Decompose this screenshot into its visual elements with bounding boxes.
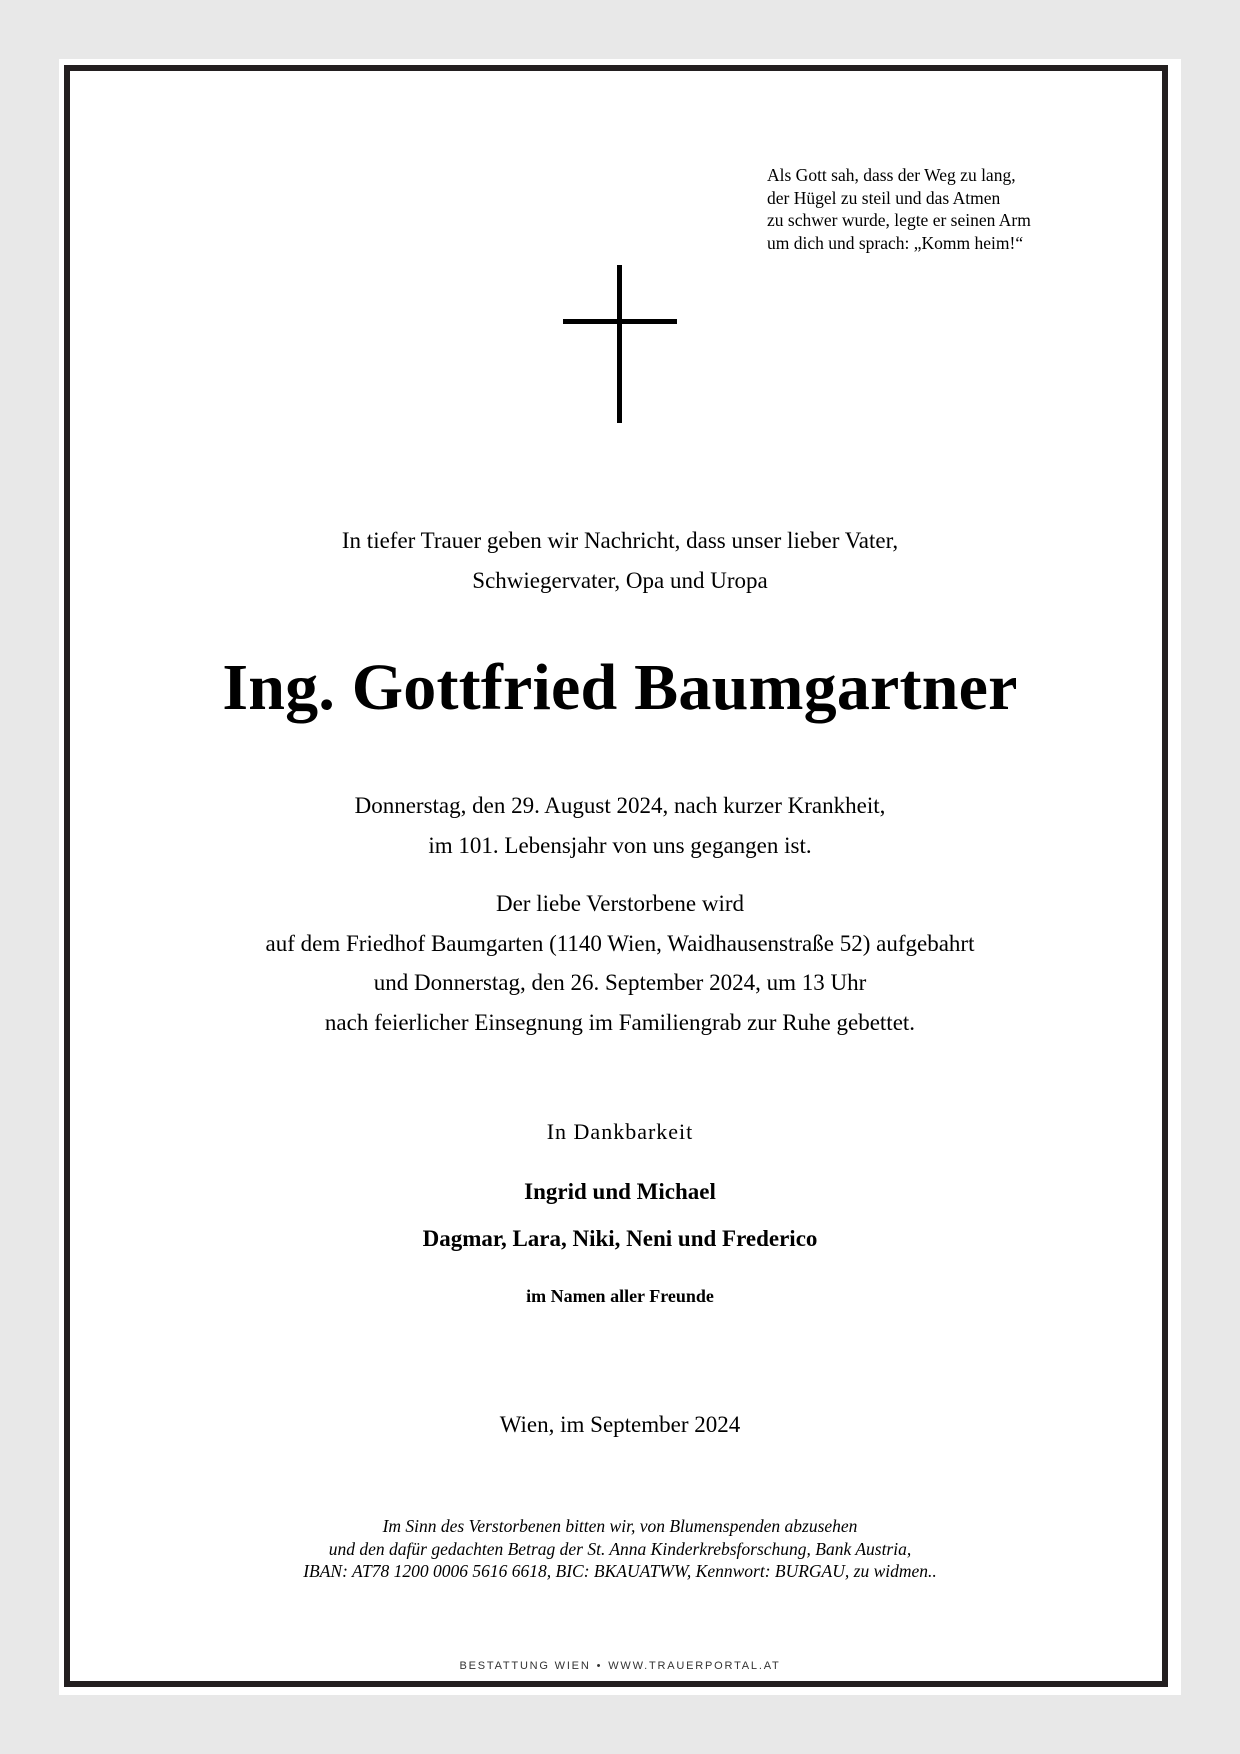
cross-vertical-bar [617, 265, 622, 423]
cross-icon [563, 265, 677, 423]
mourner-line: Ingrid und Michael [524, 1179, 716, 1204]
cross-horizontal-bar [563, 319, 677, 324]
burial-notice [64, 884, 1176, 1042]
burial-line: Der liebe Verstorbene wird [495, 891, 744, 916]
footer-website-link[interactable]: WWW.TRAUERPORTAL.AT [608, 1660, 781, 1672]
death-notice [64, 786, 1176, 865]
gratitude-heading: In Dankbarkeit [546, 1119, 694, 1144]
burial-line: nach feierlicher Einsegnung im Familiengrab zur Ruhe gebettet. [324, 1009, 916, 1035]
footer-company: BESTATTUNG WIEN [459, 1660, 591, 1672]
death-line: Donnerstag, den 29. August 2024, nach kurzer Krankheit, [354, 793, 886, 818]
poem-line: der Hügel zu steil und das Atmen [767, 187, 1001, 208]
donation-line: IBAN: AT78 1200 0006 5616 6618, BIC: BKAUATWW, Kennwort: BURGAU, zu widmen.. [303, 1561, 937, 1582]
poem [767, 164, 1087, 254]
poem-line: um dich und sprach: „Komm heim!“ [767, 232, 1024, 253]
intro-line: Schwiegervater, Opa und Uropa [472, 567, 768, 593]
footer-separator: • [596, 1660, 603, 1672]
donation-line: und den dafür gedachten Betrag der St. Anna Kinderkrebsforschung, Bank Austria, [328, 1538, 912, 1559]
poem-line: Als Gott sah, dass der Weg zu lang, [767, 165, 1016, 185]
burial-line: auf dem Friedhof Baumgarten (1140 Wien, Waidhausenstraße 52) aufgebahrt [265, 930, 975, 956]
mourner-line: Dagmar, Lara, Niki, Neni und Frederico [422, 1226, 818, 1251]
place-date: Wien, im September 2024 [499, 1412, 741, 1437]
donation-line: Im Sinn des Verstorbenen bitten wir, von Blumenspenden abzusehen [382, 1516, 858, 1536]
intro-line: In tiefer Trauer geben wir Nachricht, dass unser lieber Vater, [341, 528, 899, 553]
poem-line: zu schwer wurde, legte er seinen Arm [767, 210, 1031, 231]
deceased-name: Ing. Gottfried Baumgartner [222, 651, 1018, 724]
footer [64, 1658, 1176, 1674]
death-line: im 101. Lebensjahr von uns gegangen ist. [428, 832, 812, 858]
announcement-intro [64, 521, 1176, 600]
burial-line: und Donnerstag, den 26. September 2024, um 13 Uhr [373, 970, 867, 995]
friends-line: im Namen aller Freunde [526, 1286, 714, 1306]
donation-request [64, 1515, 1176, 1583]
